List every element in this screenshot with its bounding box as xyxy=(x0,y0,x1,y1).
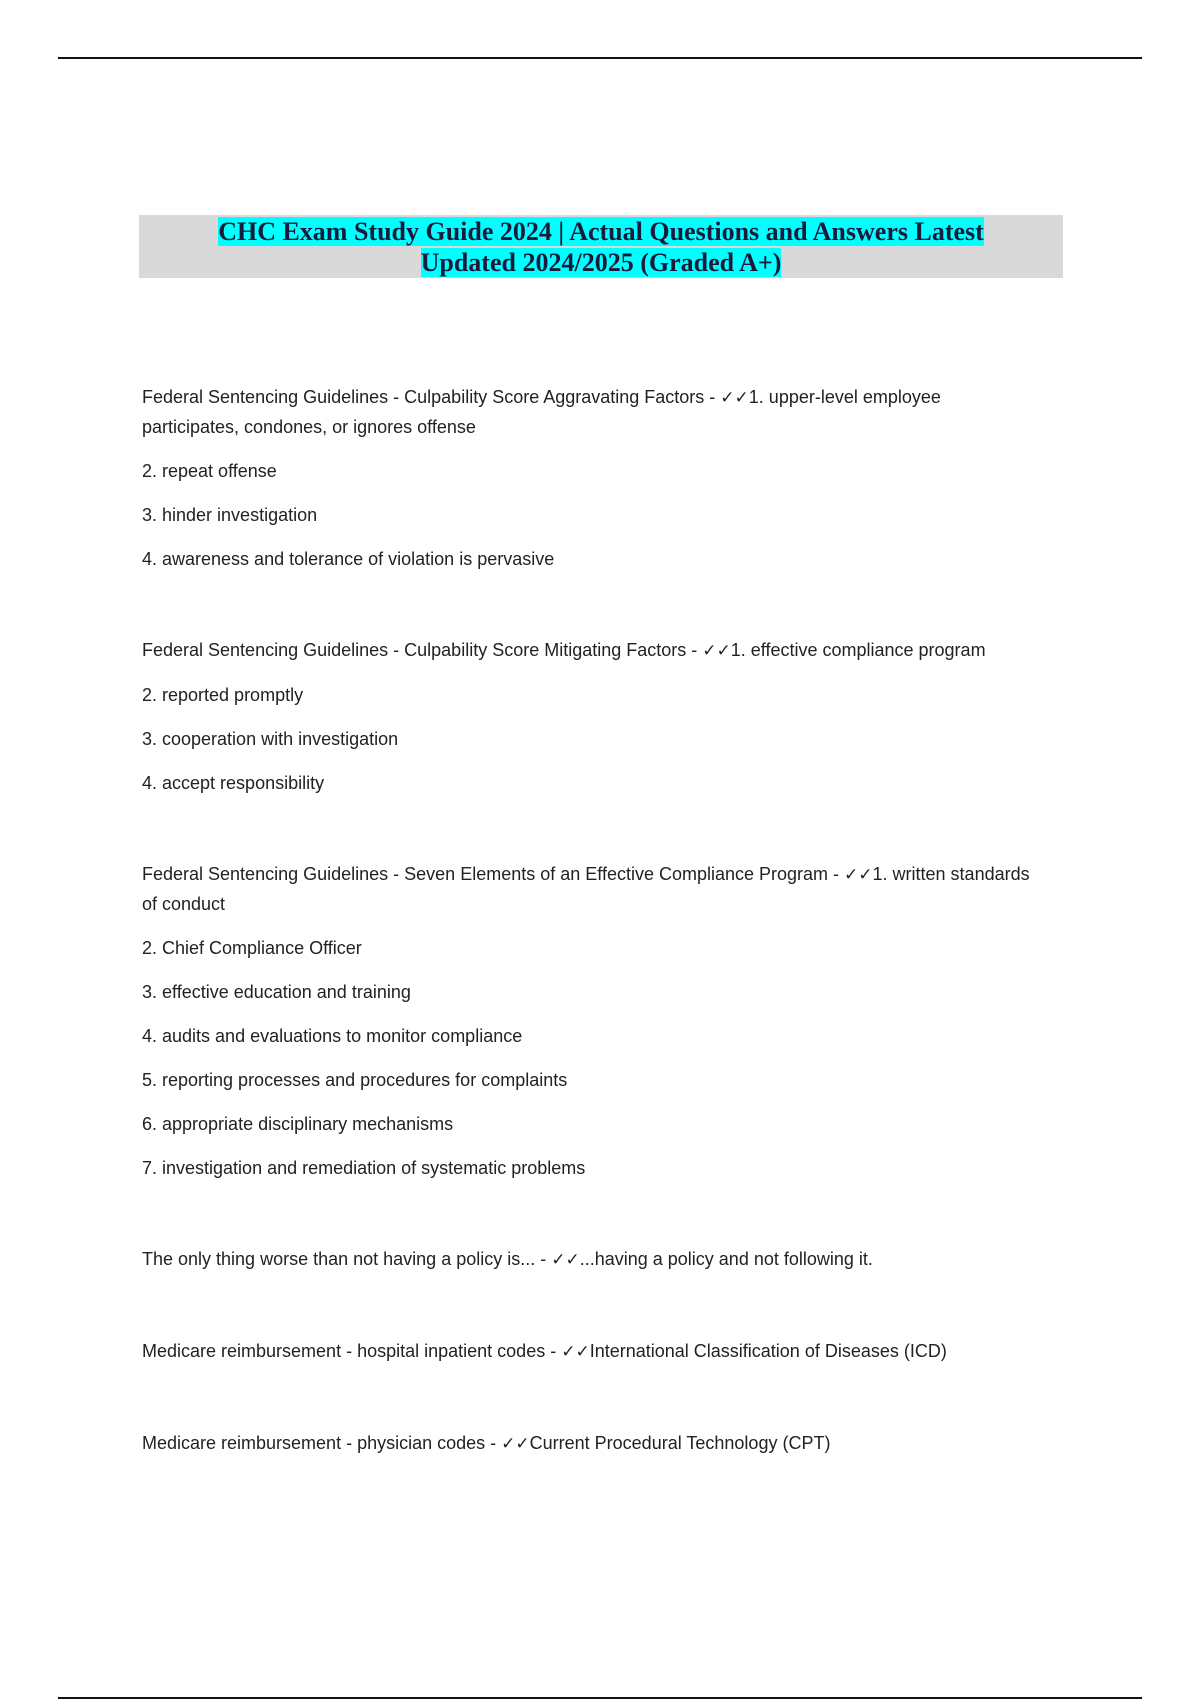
qa-question-line xyxy=(142,383,1042,442)
question-text: Medicare reimbursement - physician codes - xyxy=(142,1433,502,1453)
qa-question-line xyxy=(142,860,1042,919)
question-text: Federal Sentencing Guidelines - Seven Elements of an Effective Compliance Program - xyxy=(142,864,845,884)
answer-line: 4. accept responsibility xyxy=(142,773,325,793)
title-line-2: Updated 2024/2025 (Graded A+) xyxy=(420,248,782,277)
answer-text: 1. effective compliance program xyxy=(730,640,986,660)
double-check-icon: ✓✓ xyxy=(720,388,749,408)
bottom-rule xyxy=(58,1697,1142,1699)
qa-question-line xyxy=(142,1337,1042,1367)
qa-item xyxy=(142,1337,1042,1367)
answer-text: International Classification of Diseases (ICD) xyxy=(589,1341,947,1361)
answer-line: 7. investigation and remediation of systematic problems xyxy=(142,1158,586,1178)
answer-text: 1. written standards of conduct xyxy=(142,864,1030,914)
qa-question-line xyxy=(142,1429,1042,1459)
answer-line: 3. effective education and training xyxy=(142,982,411,1002)
qa-item xyxy=(142,636,1042,798)
double-check-icon: ✓✓ xyxy=(844,865,873,885)
qa-item xyxy=(142,1429,1042,1459)
double-check-icon: ✓✓ xyxy=(551,1250,580,1270)
answer-line: 6. appropriate disciplinary mechanisms xyxy=(142,1114,454,1134)
question-text: Federal Sentencing Guidelines - Culpability Score Aggravating Factors - xyxy=(142,387,721,407)
qa-item xyxy=(142,1245,1042,1275)
double-check-icon: ✓✓ xyxy=(702,641,731,661)
answer-line: 3. hinder investigation xyxy=(142,505,318,525)
answer-text: Current Procedural Technology (CPT) xyxy=(529,1433,831,1453)
question-text: Medicare reimbursement - hospital inpatient codes - xyxy=(142,1341,562,1361)
top-rule xyxy=(58,57,1142,59)
qa-question-line xyxy=(142,1245,1042,1275)
double-check-icon: ✓✓ xyxy=(501,1434,530,1454)
answer-line: 4. audits and evaluations to monitor compliance xyxy=(142,1026,523,1046)
double-check-icon: ✓✓ xyxy=(561,1342,590,1362)
qa-question-line xyxy=(142,636,1042,666)
answer-text: ...having a policy and not following it. xyxy=(579,1249,873,1269)
qa-item xyxy=(142,383,1042,574)
answer-line: 2. reported promptly xyxy=(142,685,304,705)
qa-list xyxy=(142,383,1042,1521)
question-text: The only thing worse than not having a policy is... - xyxy=(142,1249,552,1269)
answer-line: 3. cooperation with investigation xyxy=(142,729,399,749)
answer-line: 4. awareness and tolerance of violation is pervasive xyxy=(142,549,555,569)
answer-text: 1. upper-level employee participates, condones, or ignores offense xyxy=(142,387,941,437)
answer-line: 2. repeat offense xyxy=(142,461,277,481)
answer-line: 5. reporting processes and procedures for complaints xyxy=(142,1070,568,1090)
question-text: Federal Sentencing Guidelines - Culpability Score Mitigating Factors - xyxy=(142,640,703,660)
title-line-1: CHC Exam Study Guide 2024 | Actual Questions and Answers Latest xyxy=(218,217,984,246)
qa-item xyxy=(142,860,1042,1183)
answer-line: 2. Chief Compliance Officer xyxy=(142,938,362,958)
title-box xyxy=(139,215,1063,278)
